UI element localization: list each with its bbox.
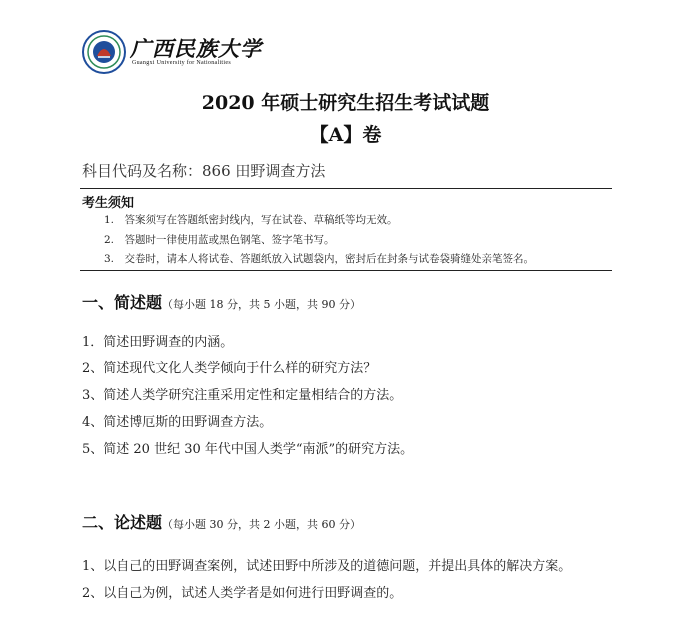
university-seal-icon: [82, 30, 126, 74]
section-2-note: （每小题 30 分，共 2 小题，共 60 分）: [162, 518, 361, 531]
question-item: 1、以自己的田野调查案例，试述田野中所涉及的道德问题，并提出具体的解决方案。: [82, 559, 572, 574]
notice-heading: 考生须知: [82, 196, 135, 211]
notice-item: 1. 答案须写在答题纸密封线内，写在试卷、草稿纸等均无效。: [104, 214, 398, 226]
question-item: 2、简述现代文化人类学倾向于什么样的研究方法？: [82, 361, 377, 376]
subject-line: 科目代码及名称：866 田野调查方法: [82, 162, 326, 180]
section-1-note: （每小题 18 分，共 5 小题，共 90 分）: [162, 298, 361, 311]
notice-item: 3. 交卷时，请本人将试卷、答题纸放入试题袋内，密封后在封条与试卷袋骑缝处亲笔签名。: [104, 253, 535, 265]
question-item: 1．简述田野调查的内涵。: [82, 335, 234, 350]
question-item: 5、简述 20 世纪 30 年代中国人类学“南派”的研究方法。: [82, 442, 414, 457]
section-2-title: 二、论述题: [82, 513, 163, 532]
notice-item: 2. 答题时一律使用蓝或黑色钢笔、签字笔书写。: [104, 234, 335, 246]
question-item: 4、简述博厄斯的田野调查方法。: [82, 415, 273, 430]
divider-top: [80, 188, 612, 189]
question-item: 2、以自己为例，试述人类学者是如何进行田野调查的。: [82, 586, 403, 601]
exam-title: 2020 年硕士研究生招生考试试题: [201, 92, 490, 114]
paper-label: 【A】卷: [309, 124, 382, 146]
question-item: 3、简述人类学研究注重采用定性和定量相结合的方法。: [82, 388, 403, 403]
school-name-en: Guangxi University for Nationalities: [132, 60, 231, 66]
school-name-cn: 广西民族大学: [130, 36, 262, 61]
section-1-title: 一、简述题: [82, 293, 163, 312]
section-2-heading: [82, 510, 361, 533]
section-1-heading: [82, 290, 361, 313]
divider-bottom: [80, 270, 612, 271]
